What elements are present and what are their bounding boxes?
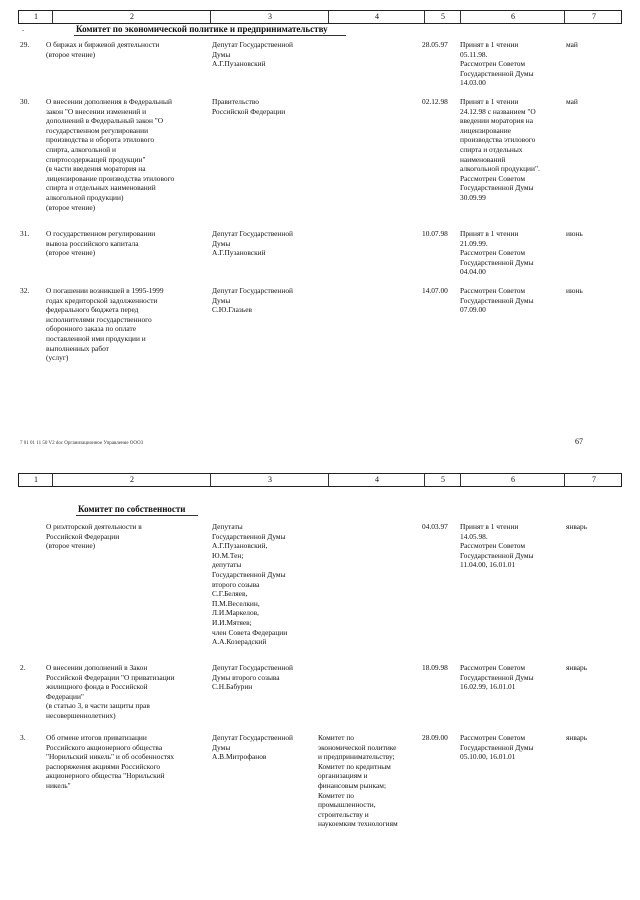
- bill-status: Рассмотрен Советом Государственной Думы 07.09.00: [460, 286, 534, 315]
- planned-month: июнь: [566, 286, 583, 295]
- section-title-property: Комитет по собственности: [78, 504, 186, 514]
- bill-status: Принят в 1 чтении 24.12.98 с названием "О введении моратория на лицензирование производства этилового спирта и отдельных наименований алкогольной продукции". Рассмотрен Советом Государственной Думы 30.09.99: [460, 97, 540, 202]
- planned-month: январь: [566, 522, 588, 531]
- col-5-number: 5: [424, 11, 461, 23]
- col-1-number: 1: [18, 474, 53, 486]
- section-title-underline: [74, 35, 346, 36]
- bill-title: О внесении дополнения в Федеральный закон "О внесении изменений и дополнений в Федеральный закон "О государственном регулировании производства и оборота этилового спирта, алкогольной и спиртосодержащей продукции" (в части введения моратория на лицензирование производства этилового спирта и отдельных наименований алкогольной продукции) (второе чтение): [46, 97, 175, 212]
- submission-date: 28.09.00: [422, 733, 448, 742]
- bill-title: О внесении дополнений в Закон Российской Федерации "О приватизации жилищного фонда в Российской Федерации" (в статью 3, в части защиты прав несовершеннолетних): [46, 663, 175, 720]
- row-number: 31.: [20, 229, 30, 238]
- stray-mark: .: [22, 24, 24, 33]
- row-number: 29.: [20, 40, 30, 49]
- submission-date: 28.05.97: [422, 40, 448, 49]
- submission-date: 14.07.00: [422, 286, 448, 295]
- col-2-number: 2: [52, 11, 211, 23]
- bill-status: Принят в 1 чтении 21.09.99. Рассмотрен Советом Государственной Думы 04.04.00: [460, 229, 534, 277]
- co-committee: Комитет по экономической политике и предпринимательству; Комитет по кредитным организациям и финансовым рынкам; Комитет по промышленности, строительству и наукоемким технологиям: [318, 733, 398, 829]
- submission-date: 10.07.98: [422, 229, 448, 238]
- col-2-number: 2: [52, 474, 211, 486]
- section-title-economic-policy: Комитет по экономической политике и предпринимательству: [76, 24, 328, 34]
- bill-status: Принят в 1 чтении 05.11.98. Рассмотрен Советом Государственной Думы 14.03.00: [460, 40, 534, 88]
- col-1-number: 1: [18, 11, 53, 23]
- submission-date: 04.03.97: [422, 522, 448, 531]
- bill-title: О риэлторской деятельности в Российской Федерации (второе чтение): [46, 522, 142, 551]
- submission-date: 18.09.98: [422, 663, 448, 672]
- bill-title: О погашении возникшей в 1995-1999 годах кредиторской задолженности федерального бюджета перед исполнителями государственного оборонного заказа по оплате поставленной ими продукции и выполненных работ (услуг): [46, 286, 164, 363]
- col-7-number: 7: [564, 11, 623, 23]
- bill-title: О биржах и биржевой деятельности (второе чтение): [46, 40, 160, 59]
- col-6-number: 6: [460, 11, 565, 23]
- page-number: 67: [575, 437, 583, 446]
- row-number: 2.: [20, 663, 26, 672]
- planned-month: июнь: [566, 229, 583, 238]
- bill-author: Правительство Российской Федерации: [212, 97, 286, 116]
- bill-status: Рассмотрен Советом Государственной Думы 05.10.00, 16.01.01: [460, 733, 534, 762]
- bill-author: Депутат Государственной Думы А.В.Митрофанов: [212, 733, 293, 762]
- row-number: 3.: [20, 733, 26, 742]
- bill-author: Депутат Государственной Думы А.Г.Пузановский: [212, 229, 293, 258]
- col-3-number: 3: [210, 11, 329, 23]
- row-number: 30.: [20, 97, 30, 106]
- col-4-number: 4: [328, 11, 425, 23]
- bill-author: Депутат Государственной Думы С.Ю.Глазьев: [212, 286, 293, 315]
- planned-month: январь: [566, 663, 588, 672]
- row-number: 32.: [20, 286, 30, 295]
- bill-title: Об отмене итогов приватизации Российского акционерного общества "Норильский никель" и об особенностях распоряжения акциями Российского акционерного общества "Норильский никель": [46, 733, 175, 790]
- column-number-header: [18, 10, 622, 24]
- bill-status: Принят в 1 чтении 14.05.98. Рассмотрен Советом Государственной Думы 11.04.00, 16.01.01: [460, 522, 534, 570]
- bill-author: Депутат Государственной Думы второго созыва С.Н.Бабурин: [212, 663, 293, 692]
- planned-month: январь: [566, 733, 588, 742]
- planned-month: май: [566, 97, 578, 106]
- bill-title: О государственном регулировании вывоза российского капитала (второе чтение): [46, 229, 156, 258]
- section-title-underline: [76, 515, 198, 516]
- bill-author: Депутаты Государственной Думы А.Г.Пузановский, Ю.М.Тен; депутаты Государственной Думы второго созыва С.Г.Беляев, П.М.Веселкин, Л.И.Маркелов, И.И.Мятяев; член Совета Федерации А.А.Козерадский: [212, 522, 288, 647]
- column-number-header: [18, 473, 622, 487]
- bill-status: Рассмотрен Советом Государственной Думы 16.02.99, 16.01.01: [460, 663, 534, 692]
- bill-author: Депутат Государственной Думы А.Г.Пузановский: [212, 40, 293, 69]
- col-3-number: 3: [210, 474, 329, 486]
- col-7-number: 7: [564, 474, 623, 486]
- page-footer: 7 01 01 11 50 V2 doc Организационное Управление ООО3: [20, 441, 144, 446]
- col-5-number: 5: [424, 474, 461, 486]
- planned-month: май: [566, 40, 578, 49]
- submission-date: 02.12.98: [422, 97, 448, 106]
- col-6-number: 6: [460, 474, 565, 486]
- col-4-number: 4: [328, 474, 425, 486]
